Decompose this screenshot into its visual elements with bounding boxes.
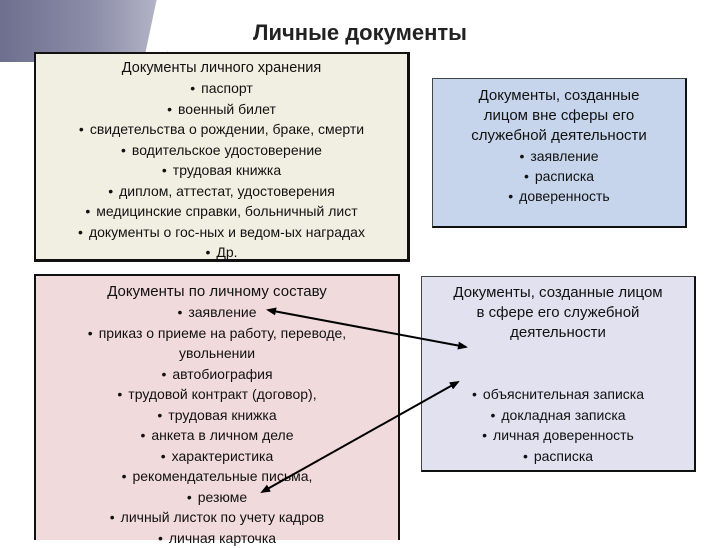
list-item: • рекомендательные письма,: [36, 466, 398, 487]
list-item: • автобиография: [36, 364, 398, 385]
list-item: • докладная записка: [422, 405, 694, 426]
list-item: • заявление: [36, 302, 398, 323]
personal-storage-heading: Документы личного хранения: [36, 59, 407, 77]
list-item: • расписка: [433, 166, 685, 186]
list-item: • свидетельства о рождении, браке, смерти: [36, 119, 407, 140]
arrow-application-link: [268, 310, 466, 347]
list-item: • личный листок по учету кадров: [36, 507, 398, 528]
list-item: • паспорт: [36, 78, 407, 99]
list-item: • характеристика: [36, 446, 398, 467]
outside-service-heading-line: лицом вне сферы его: [433, 106, 685, 126]
list-item: • трудовая книжка: [36, 405, 398, 426]
list-item: • резюме: [36, 487, 398, 508]
list-item: • диплом, аттестат, удостоверения: [36, 181, 407, 202]
outside-service-heading-line: служебной деятельности: [433, 126, 685, 146]
list-item: • личная карточка: [36, 528, 398, 548]
arrow-resume-link: [262, 382, 458, 492]
list-item: • Др.: [36, 242, 407, 263]
list-item: • трудовая книжка: [36, 160, 407, 181]
list-item: • документы о гос-ных и ведом-ых наградах: [36, 222, 407, 243]
inside-service-heading-line: в сфере его служебной: [422, 303, 694, 323]
list-item: • анкета в личном деле: [36, 425, 398, 446]
inside-service-heading-line: деятельности: [422, 323, 694, 343]
list-item: • доверенность: [433, 186, 685, 206]
list-item: • расписка: [422, 446, 694, 467]
outside-service-heading-line: Документы, созданные: [433, 86, 685, 106]
list-item: • военный билет: [36, 99, 407, 120]
list-item: увольнении: [36, 343, 398, 364]
list-item: • личная доверенность: [422, 425, 694, 446]
list-item: • приказ о приеме на работу, переводе,: [36, 323, 398, 344]
list-item: • медицинские справки, больничный лист: [36, 201, 407, 222]
list-item: • заявление: [433, 146, 685, 166]
list-item: • объяснительная записка: [422, 384, 694, 405]
personnel-heading: Документы по личному составу: [36, 283, 398, 301]
list-item: • водительское удостоверение: [36, 140, 407, 161]
page-title: Личные документы: [0, 20, 720, 46]
inside-service-heading-line: Документы, созданные лицом: [422, 283, 694, 303]
list-item: • трудовой контракт (договор),: [36, 384, 398, 405]
